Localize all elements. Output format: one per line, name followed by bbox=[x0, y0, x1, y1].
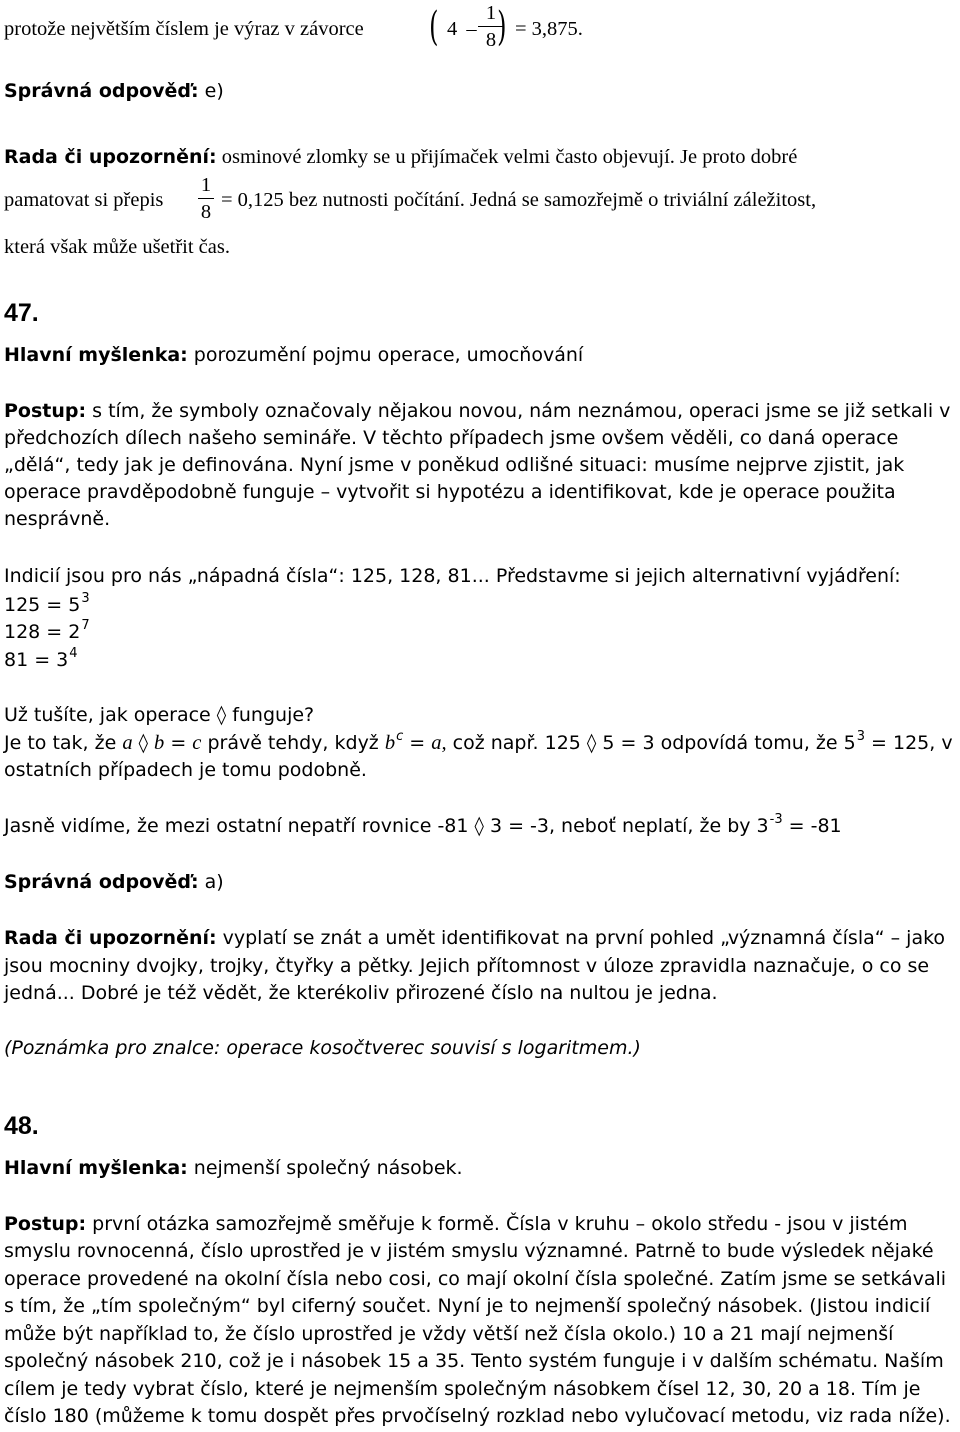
postup-48-line3: operace provedené na okolní čísla nebo cosi, co mají okolní čísla společné. Zatím jsme se setkávali bbox=[4, 1268, 947, 1290]
rada-46-line2b: = 0,125 bez nutnosti počítání. Jedná se samozřejmě o triviální záležitost, bbox=[221, 189, 817, 211]
left-paren: ( bbox=[429, 4, 439, 50]
rada-46-line1: Rada či upozornění: osminové zlomky se u přijímaček velmi často objevují. Je proto dobré bbox=[4, 146, 798, 168]
intro-fraction: 1 8 bbox=[478, 2, 504, 51]
postup-47-line2: předchozích dílech našeho semináře. V těchto případech jsme ovšem věděli, co daná operace bbox=[4, 427, 899, 449]
rada-47-line2: jsou mocniny dvojky, trojky, čtyřky a pětky. Jejich přítomnost v úloze zpravidla naznačuje, o co se bbox=[4, 955, 930, 977]
postup-48-line8: číslo 180 (můžeme k tomu dospět přes prvočíselný rozklad nebo vylučovací metodu, viz rada níže). bbox=[4, 1405, 951, 1427]
equation-3: $81 = 3^4$ bbox=[4, 646, 78, 671]
question-line: Už tušíte, jak operace ◊ funguje? bbox=[4, 704, 315, 726]
definition-line2: ostatních případech je tomu podobně. bbox=[4, 759, 367, 781]
postup-48-line7: cílem je tedy vybrat číslo, které je nejmenším společným násobkem čísel 12, 30, 20 a 18. Tím je bbox=[4, 1378, 921, 1400]
intro-result: = 3,875. bbox=[515, 18, 583, 40]
postup-48-line4: s tím, že „tím společným“ byl ciferný součet. Nyní je to nejmenší společný násobek. (Jistou indicií bbox=[4, 1295, 931, 1317]
rada-46-line2a: pamatovat si přepis bbox=[4, 189, 164, 211]
postup-48-line1: Postup: první otázka samozřejmě směřuje k formě. Čísla v kruhu – okolo středu - jsou v jistém bbox=[4, 1213, 908, 1235]
postup-47-line5: nesprávně. bbox=[4, 508, 111, 530]
definition-line: Je to tak, že a ◊ b = c právě tehdy, když $b^c = a$, což např. 125 ◊ 5 = 3 odpovídá tomu, že $5^3 = 125$, v bbox=[4, 729, 953, 754]
rada-fraction: 1 8 bbox=[198, 174, 214, 223]
rada-46-line3: která však může ušetřit čas. bbox=[4, 236, 230, 258]
answer-47: Správná odpověď: a) bbox=[4, 871, 224, 893]
rada-47-line3: jedná... Dobré je též vědět, že kterékoliv přirozené číslo na nultou je jedna. bbox=[4, 982, 718, 1004]
postup-47-line3: „dělá“, tedy jak je definována. Nyní jsme v poněkud odlišné situaci: musíme nejprve zjistit, jak bbox=[4, 454, 905, 476]
postup-47-line4: operace pravděpodobně funguje – vytvořit si hypotézu a identifikovat, kde je operace použita bbox=[4, 481, 896, 503]
jasne-line: Jasně vidíme, že mezi ostatní nepatří rovnice -81 ◊ 3 = -3, neboť neplatí, že by $3^{-3} = -81$ bbox=[4, 812, 842, 837]
problem-number-47: 47. bbox=[4, 299, 39, 327]
right-paren: ) bbox=[497, 4, 507, 50]
postup-48-line2: smyslu rovnocenná, číslo uprostřed je v jistém smyslu významné. Patrně to bude výsledek nějaké bbox=[4, 1240, 934, 1262]
postup-48-line6: společný násobek 210, což je i násobek 15 a 35. Tento systém funguje i v dalším schématu. Naším bbox=[4, 1350, 944, 1372]
note-line: (Poznámka pro znalce: operace kosočtverec souvisí s logaritmem.) bbox=[4, 1037, 641, 1059]
intro-whole: 4 – bbox=[447, 18, 477, 40]
fraction-bar bbox=[198, 198, 214, 199]
equation-1: $125 = 5^3$ bbox=[4, 591, 90, 616]
equation-2: $128 = 2^7$ bbox=[4, 618, 90, 643]
answer-46: Správná odpověď: e) bbox=[4, 80, 224, 102]
idea-47: Hlavní myšlenka: porozumění pojmu operace, umocňování bbox=[4, 344, 584, 366]
intro-line bbox=[4, 17, 364, 41]
problem-number-48: 48. bbox=[4, 1112, 39, 1140]
intro-text: protože největším číslem je výraz v závorce bbox=[4, 18, 364, 40]
postup-48-line5: může být například to, že číslo uprostřed je vždy větší než čísla okolo.) 10 a 21 mají nejmenší bbox=[4, 1323, 894, 1345]
postup-47-line1: Postup: s tím, že symboly označovaly nějakou novou, nám neznámou, operaci jsme se již setkali v bbox=[4, 400, 951, 422]
rada-47-line1: Rada či upozornění: vyplatí se znát a umět identifikovat na první pohled „významná čísla“ – jako bbox=[4, 927, 946, 949]
idea-48: Hlavní myšlenka: nejmenší společný násobek. bbox=[4, 1157, 463, 1179]
indicie-line: Indicií jsou pro nás „nápadná čísla“: 125, 128, 81... Představme si jejich alternativní vyjádření: bbox=[4, 565, 901, 587]
